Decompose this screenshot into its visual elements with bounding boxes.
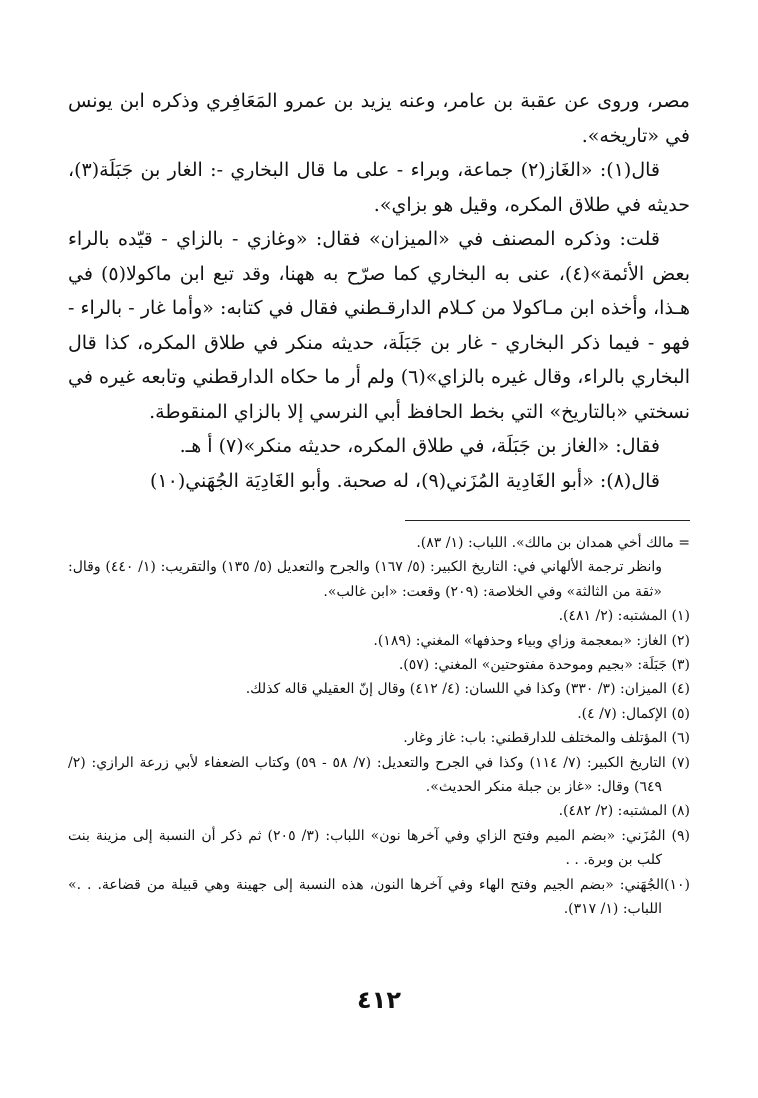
footnote-1: (١) المشتبه: (٢/ ٤٨١). xyxy=(558,608,690,625)
footnote-5: (٥) الإكمال: (٧/ ٤). xyxy=(577,705,690,722)
paragraph-5: قال(٨): «أبو الغَادِية المُزَني(٩)، له صحبة. وأبو الغَادِيَة الجُهَني(١٠) xyxy=(149,469,660,492)
footnote-6: (٦) المؤتلف والمختلف للدارقطني: باب: غاز وغار. xyxy=(403,730,690,747)
footnote-9: (٩) المُزَني: «بضم الميم وفتح الزاي وفي آخرها نون» اللباب: (٣/ ٢٠٥) ثم ذكر أن النسبة إلى مزينة بنت كلب بن وبرة. . . xyxy=(68,827,691,869)
paragraph-4: فقال: «الغاز بن جَبَلَة، في طلاق المكره، حديثه منكر»(٧) أ هـ. xyxy=(179,435,660,457)
footnote-7: (٧) التاريخ الكبير: (٧/ ١١٤) وكذا في الجرح والتعديل: (٧/ ٥٨ - ٥٩) وكتاب الضعفاء لأبي زرعة الرازي: (٢/ ٦٤٩) وقال: «غاز بن جبلة منكر الحديث». xyxy=(68,754,690,796)
footnote-10: (١٠)الجُهَني: «بضم الجيم وفتح الهاء وفي آخرها النون، هذه النسبة إلى جهينة وهي قبيلة من قضاعة. . .» اللباب: (١/ ٣١٧). xyxy=(68,876,690,918)
paragraph-1: مصر، وروى عن عقبة بن عامر، وعنه يزيد بن عمرو المَعَافِري وذكره ابن يونس في «تاريخه». xyxy=(68,90,690,147)
page-number: ٤١٢ xyxy=(357,986,401,1014)
footnote-3: (٣) جَبَلَة: «بجيم وموحدة مفتوحتين» المغني: (٥٧). xyxy=(398,657,690,674)
paragraph-2: قال(١): «الغَاز(٢) جماعة، وبراء - على ما قال البخاري -: الغار بن جَبَلَة(٣)، حديثه في طلاق المكره، وقيل هو بزاي». xyxy=(68,159,690,216)
footnote-8: (٨) المشتبه: (٢/ ٤٨٢). xyxy=(558,803,690,820)
main-text xyxy=(68,84,690,498)
footnote-continuation: وانظر ترجمة الألهاني في: التاريخ الكبير: (٥/ ١٦٧) والجرح والتعديل (٥/ ١٣٥) والتقريب: (١/ ٤٤٠) وقال: «ثقة من الثالثة» وفي الخلاصة: (٢٠٩) وقعت: «ابن غالب». xyxy=(68,559,662,600)
footnote-2: (٢) الغاز: «بمعجمة وزاي وبياء وحذفها» المغني: (١٨٩). xyxy=(373,632,690,649)
paragraph-3: قلت: وذكره المصنف في «الميزان» فقال: «وغازي - بالزاي - قيّده بالراء بعض الأئمة»(٤)، عنى به البخاري كما صرّح به ههنا، وقد تبع ابن ماكولا(٥) في هـذا، وأخذه ابن مـاكولا من كـلام الدارقـطني فقال في كتابه: «وأما غار - بالراء - فهو - فيما ذكر البخاري - غار بن جَبَلَة، حديثه منكر في طلاق المكره، كذا قال البخاري بالراء، وقال غيره بالزاي»(٦) ولم أر ما حكاه الدارقطني وتابعه غيره في نسختي «بالتاريخ» التي بخط الحافظ أبي النرسي إلا بالزاي المنقوطة. xyxy=(68,228,690,423)
footnote-continuation: = مالك أخي همدان بن مالك». اللباب: (١/ ٨٣). xyxy=(416,535,690,551)
footnote-divider xyxy=(405,520,690,521)
footnotes xyxy=(68,531,690,922)
footnote-4: (٤) الميزان: (٣/ ٣٣٠) وكذا في اللسان: (٤/ ٤١٢) وقال إنّ العقيلي قاله كذلك. xyxy=(245,681,690,698)
